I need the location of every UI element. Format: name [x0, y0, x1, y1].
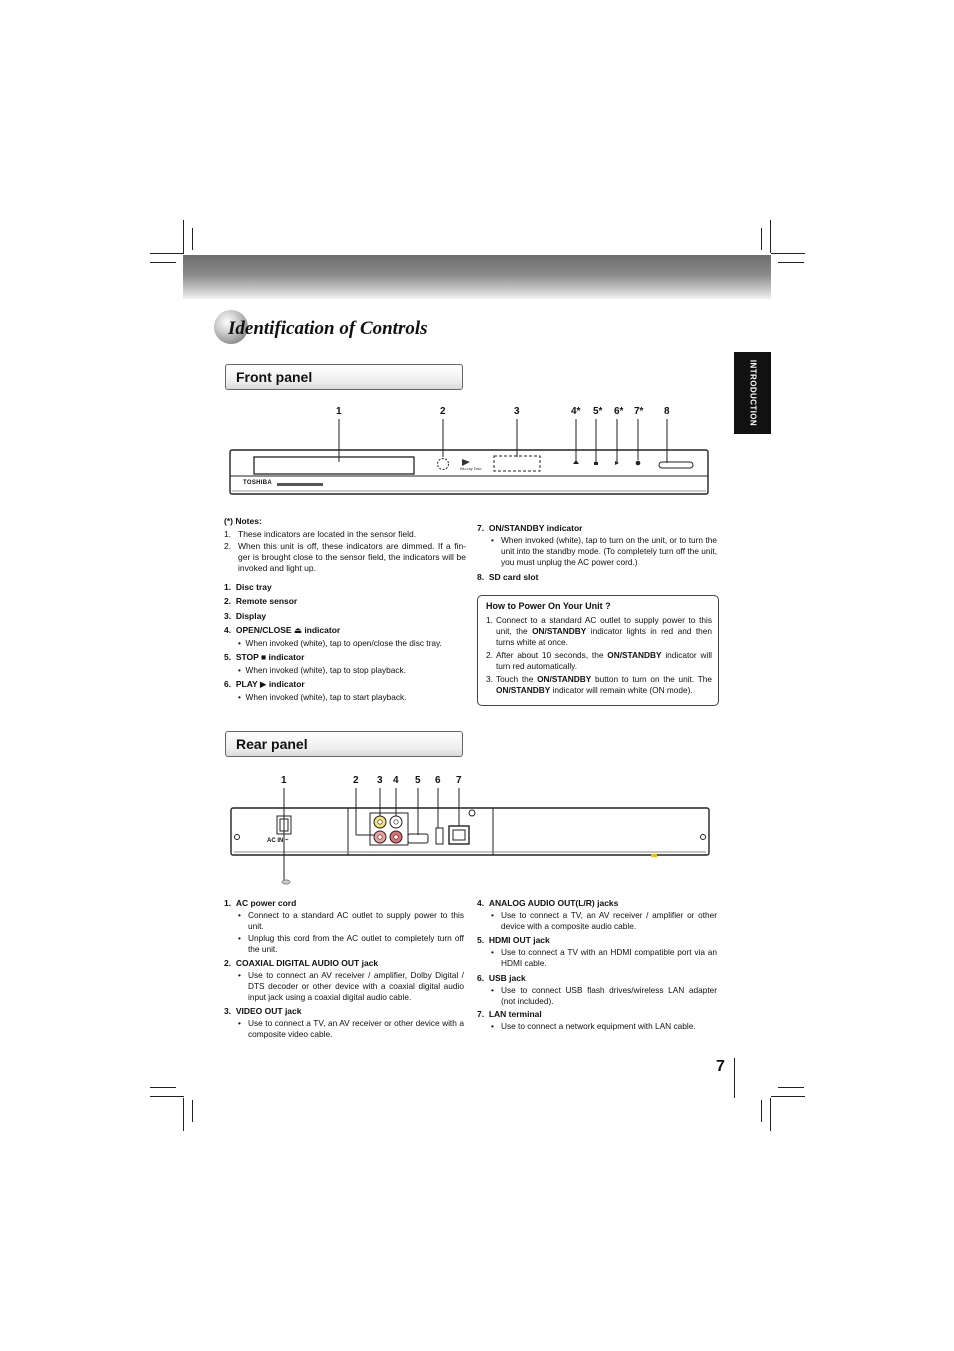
rear-callout-6: 6: [435, 775, 441, 786]
howto-step-3: 3. Touch the ON/STANDBY button to turn on the unit. The ON/STANDBY indicator will remain white (ON mode).: [486, 674, 712, 695]
rear-callout-3: 3: [377, 775, 383, 786]
rear-item-1-desc-b: • Unplug this cord from the AC outlet to completely turn off the unit.: [238, 933, 464, 954]
note-1: 1. These indicators are located in the sensor field.: [224, 529, 417, 539]
front-item-1: 1. Disc tray: [224, 582, 272, 592]
front-callout-4: 4*: [571, 406, 581, 417]
front-item-7-desc: • When invoked (white), tap to turn on the unit, or to turn the unit into the standby mode. (To completely turn off the unit, you must unplug the AC power cord.): [491, 535, 717, 567]
front-item-4: 4. OPEN/CLOSE ⏏ indicator: [224, 625, 341, 635]
notes-title: (*) Notes:: [224, 516, 262, 526]
front-item-5-desc: • When invoked (white), tap to stop playback.: [238, 665, 407, 675]
front-item-5: 5. STOP ■ indicator: [224, 652, 305, 662]
rear-callout-1: 1: [281, 775, 287, 786]
rear-callout-2: 2: [353, 775, 359, 786]
section-tab-label: INTRODUCTION: [748, 359, 757, 427]
howto-step-1: 1. Connect to a standard AC outlet to supply power to this unit, the ON/STANDBY indicator lights in red and then turns white at once.: [486, 615, 712, 647]
rear-item-5-desc: • Use to connect a TV with an HDMI compatible port via an HDMI cable.: [491, 947, 717, 968]
rear-callout-5: 5: [415, 775, 421, 786]
rear-item-3-desc: • Use to connect a TV, an AV receiver or other device with a composite video cable.: [238, 1018, 464, 1039]
rear-item-6: 6. USB jack: [477, 973, 526, 983]
front-panel-heading-label: Front panel: [236, 369, 313, 385]
front-callout-2: 2: [440, 406, 446, 417]
rear-item-4-desc: • Use to connect a TV, an AV receiver / amplifier or other device with a composite audio cable.: [491, 910, 717, 931]
svg-text:Blu-ray Disc: Blu-ray Disc: [460, 466, 482, 471]
front-callout-7: 7*: [634, 406, 644, 417]
page-number: 7: [716, 1058, 725, 1075]
rear-callout-4: 4: [393, 775, 399, 786]
rear-item-7: 7. LAN terminal: [477, 1009, 542, 1019]
front-callout-1: 1: [336, 406, 342, 417]
front-callout-6: 6*: [614, 406, 624, 417]
ac-in-label: AC IN ~: [267, 838, 289, 844]
page-title: Identification of Controls: [228, 318, 428, 339]
howto-title: How to Power On Your Unit ?: [486, 601, 611, 611]
rear-item-6-desc: • Use to connect USB flash drives/wireless LAN adapter (not included).: [491, 985, 717, 1006]
toshiba-logo: TOSHIBA: [243, 480, 272, 486]
rear-item-1-desc-a: • Connect to a standard AC outlet to supply power to this unit.: [238, 910, 464, 931]
rear-item-5: 5. HDMI OUT jack: [477, 935, 550, 945]
rear-panel-heading-label: Rear panel: [236, 736, 308, 752]
front-callout-8: 8: [664, 406, 670, 417]
front-item-3: 3. Display: [224, 611, 267, 621]
rear-item-4: 4. ANALOG AUDIO OUT(L/R) jacks: [477, 898, 619, 908]
rear-item-2: 2. COAXIAL DIGITAL AUDIO OUT jack: [224, 958, 379, 968]
rear-item-7-desc: • Use to connect a network equipment with LAN cable.: [491, 1021, 696, 1031]
rear-item-3: 3. VIDEO OUT jack: [224, 1006, 302, 1016]
rear-item-2-desc: • Use to connect an AV receiver / amplifier, Dolby Digital / DTS decoder or other device with a coaxial digital audio input jack using a coaxial digital audio cable.: [238, 970, 464, 1002]
front-item-4-desc: • When invoked (white), tap to open/close the disc tray.: [238, 638, 442, 648]
rear-item-1: 1. AC power cord: [224, 898, 297, 908]
front-item-8: 8. SD card slot: [477, 572, 539, 582]
front-item-7: 7. ON/STANDBY indicator: [477, 523, 583, 533]
front-item-6-desc: • When invoked (white), tap to start playback.: [238, 692, 407, 702]
rear-callout-7: 7: [456, 775, 462, 786]
howto-step-2: 2. After about 10 seconds, the ON/STANDBY indicator will turn red automatically.: [486, 650, 712, 671]
front-item-6: 6. PLAY ▶ indicator: [224, 679, 305, 689]
front-callout-3: 3: [514, 406, 520, 417]
front-item-2: 2. Remote sensor: [224, 596, 298, 606]
note-2: 2. When this unit is off, these indicators are dimmed. If a fin-ger is brought close to the sensor field, the indicators will be invoked and light up.: [224, 541, 466, 573]
front-callout-5: 5*: [593, 406, 603, 417]
